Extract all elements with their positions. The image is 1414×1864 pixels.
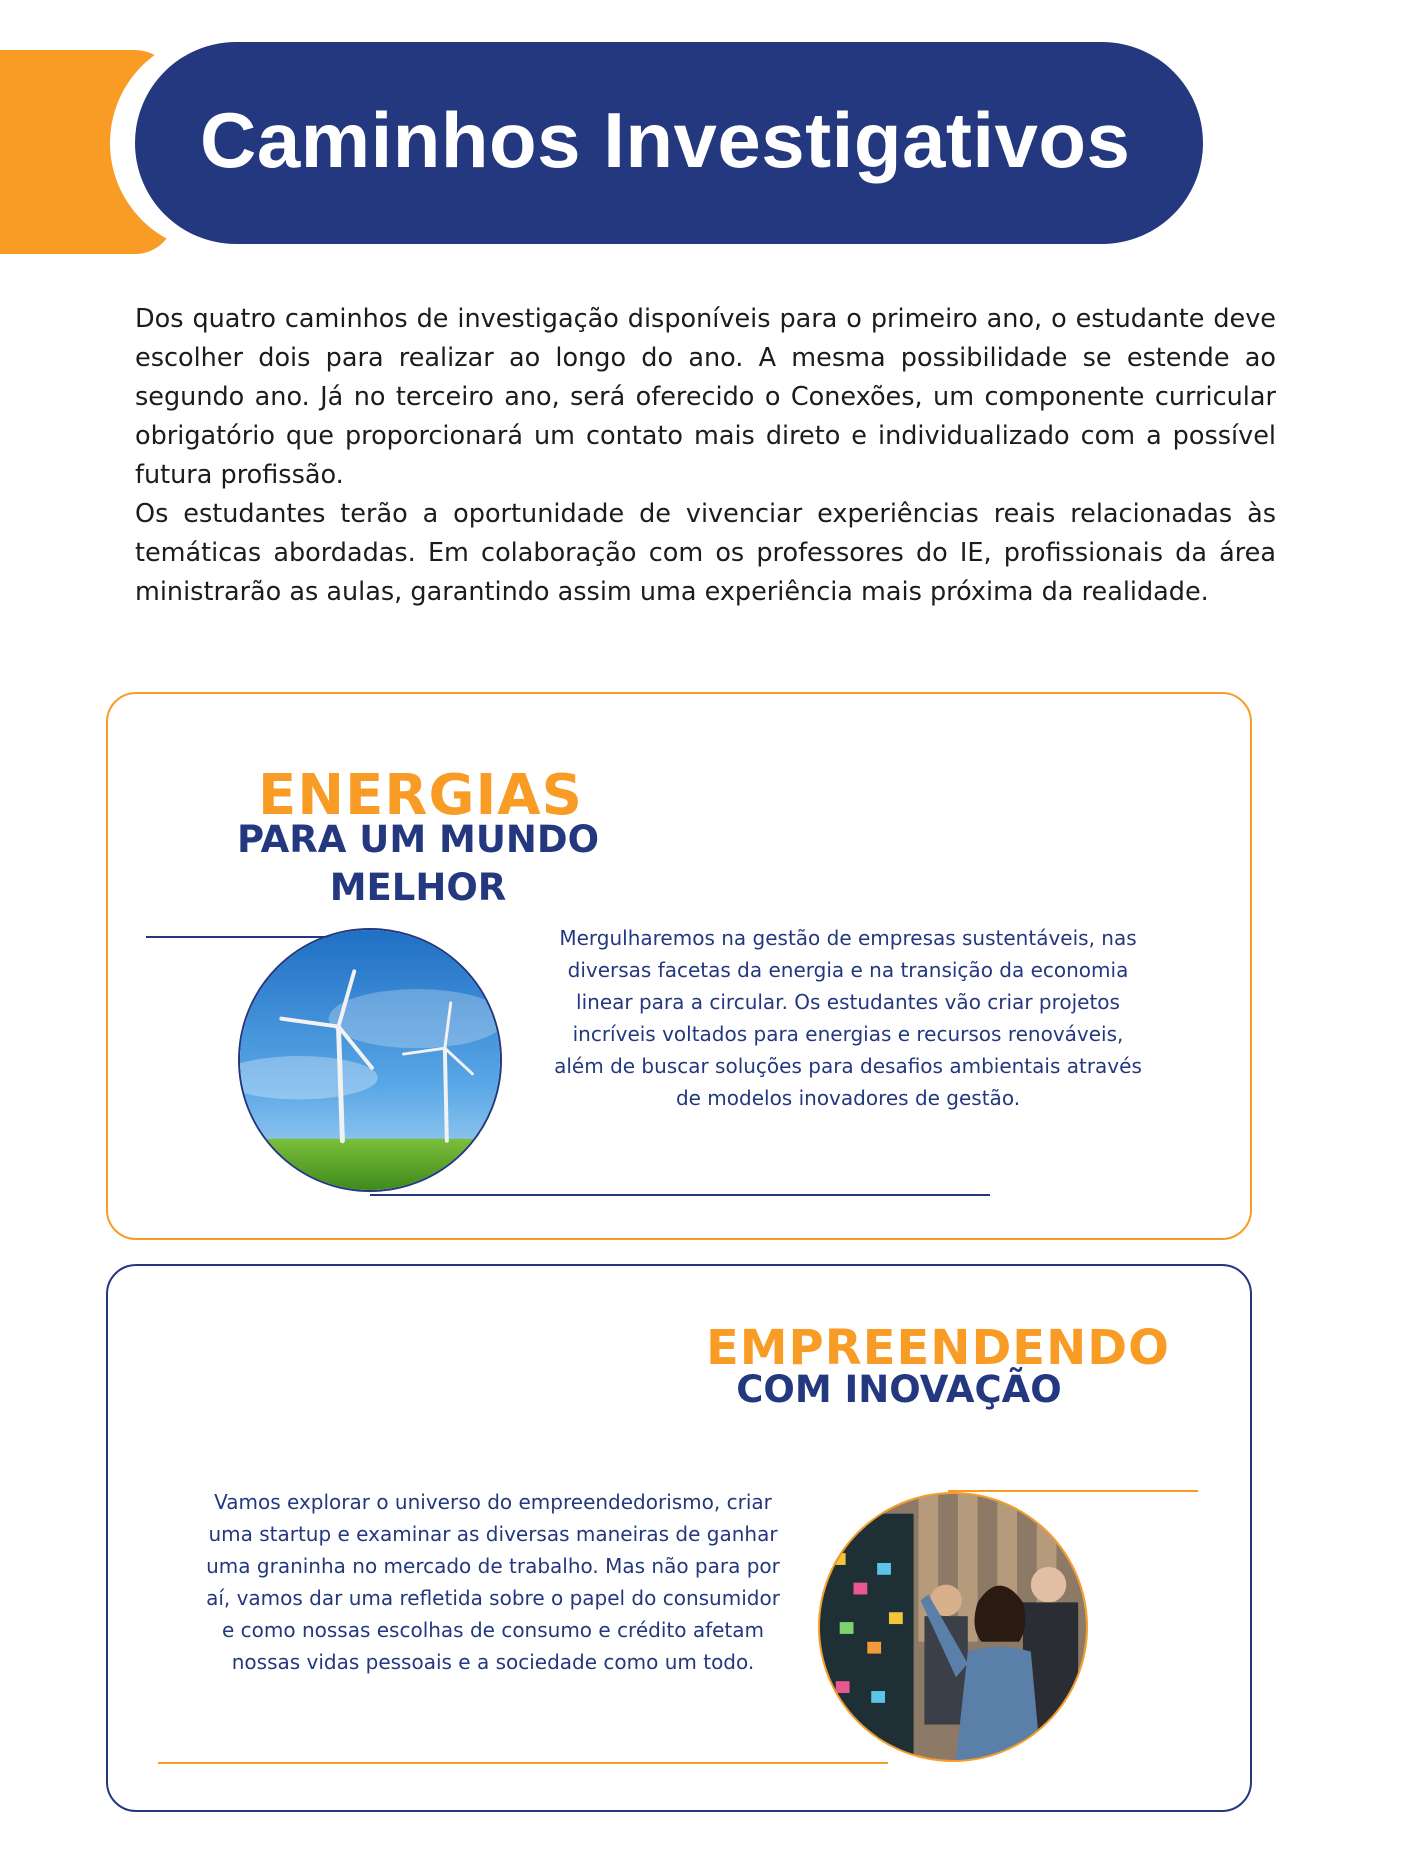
divider-line (948, 1490, 1198, 1492)
wind-turbines-photo (238, 928, 502, 1192)
divider-line (370, 1194, 990, 1196)
divider-line (158, 1762, 888, 1764)
card-empreendendo (106, 1264, 1252, 1812)
card-description: Mergulharemos na gestão de empresas sustentáveis, nas diversas facetas da energia e na transição da economia linear para a circular. Os estudantes vão criar projetos incríveis voltados para energias e recursos renováveis, além de buscar soluções para desafios ambientais através de modelos inovadores de gestão. (554, 926, 1142, 1110)
card-heading: EMPREENDENDO (706, 1320, 1170, 1376)
card-subheading: PARA UM MUNDO MELHOR (236, 818, 600, 909)
page-title: Caminhos Investigativos (200, 96, 1131, 184)
card-description: Vamos explorar o universo do empreendedorismo, criar uma startup e examinar as diversas maneiras de ganhar uma graninha no mercado de trabalho. Mas não para por aí, vamos dar uma refletida sobre o papel do consumidor e como nossas escolhas de consumo e crédito afetam nossas vidas pessoais e a sociedade como um todo. (206, 1490, 780, 1674)
card-heading: ENERGIAS (258, 763, 583, 828)
intro-text (135, 300, 1276, 612)
intro-paragraph-1: Dos quatro caminhos de investigação disponíveis para o primeiro ano, o estudante deve escolher dois para realizar ao longo do ano. A mesma possibilidade se estende ao segundo ano. Já no terceiro ano, será oferecido o Conexões, um componente curricular obrigatório que proporcionará um contato mais direto e individualizado com a possível futura profissão. (135, 304, 1276, 490)
intro-paragraph-2: Os estudantes terão a oportunidade de vivenciar experiências reais relacionadas às temáticas abordadas. Em colaboração com os professores do IE, profissionais da área ministrarão as aulas, garantindo assim uma experiência mais próxima da realidade. (135, 499, 1276, 607)
team-brainstorm-photo (818, 1492, 1088, 1762)
card-subheading: COM INOVAÇÃO (736, 1368, 1062, 1411)
card-energias (106, 692, 1252, 1240)
